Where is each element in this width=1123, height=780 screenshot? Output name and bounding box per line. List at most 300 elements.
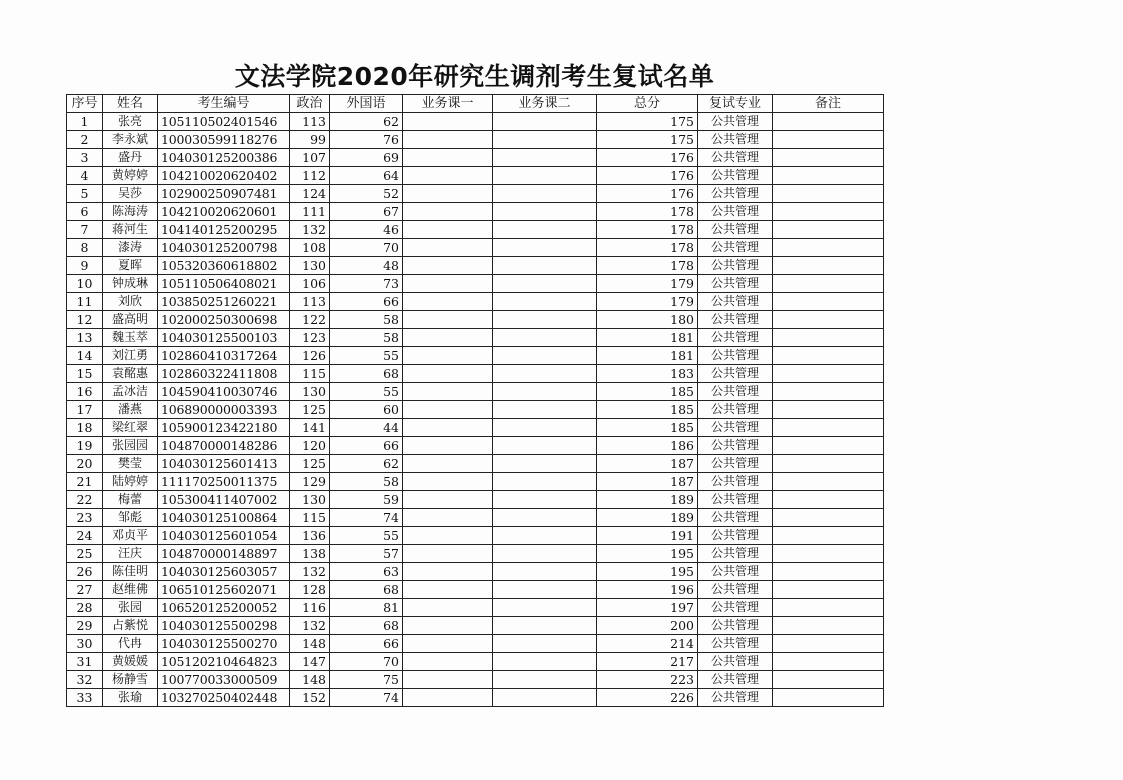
cell-language: 63 (330, 563, 403, 581)
table-row (67, 401, 884, 419)
cell-name: 黄媛媛 (103, 653, 158, 671)
cell-seq: 21 (67, 473, 103, 491)
table-row (67, 347, 884, 365)
cell-course2 (493, 257, 597, 275)
cell-name: 黄婷婷 (103, 167, 158, 185)
cell-language: 48 (330, 257, 403, 275)
cell-total: 176 (597, 167, 698, 185)
cell-politics: 130 (290, 491, 330, 509)
cell-course2 (493, 581, 597, 599)
cell-seq: 31 (67, 653, 103, 671)
cell-politics: 113 (290, 113, 330, 131)
cell-name: 盛丹 (103, 149, 158, 167)
table-row (67, 419, 884, 437)
cell-seq: 17 (67, 401, 103, 419)
cell-seq: 6 (67, 203, 103, 221)
cell-course1 (403, 419, 493, 437)
cell-seq: 32 (67, 671, 103, 689)
cell-major: 公共管理 (698, 527, 773, 545)
cell-politics: 132 (290, 221, 330, 239)
column-header-politics: 政治 (290, 95, 330, 113)
cell-note (773, 671, 884, 689)
cell-total: 185 (597, 383, 698, 401)
cell-language: 55 (330, 383, 403, 401)
cell-note (773, 167, 884, 185)
cell-course2 (493, 599, 597, 617)
cell-course2 (493, 113, 597, 131)
cell-total: 200 (597, 617, 698, 635)
cell-name: 刘江勇 (103, 347, 158, 365)
cell-major: 公共管理 (698, 509, 773, 527)
cell-note (773, 275, 884, 293)
cell-seq: 19 (67, 437, 103, 455)
cell-course1 (403, 617, 493, 635)
cell-note (773, 401, 884, 419)
cell-politics: 99 (290, 131, 330, 149)
column-header-seq: 序号 (67, 95, 103, 113)
cell-course1 (403, 581, 493, 599)
cell-major: 公共管理 (698, 311, 773, 329)
cell-seq: 9 (67, 257, 103, 275)
cell-name: 潘燕 (103, 401, 158, 419)
cell-course1 (403, 131, 493, 149)
cell-major: 公共管理 (698, 581, 773, 599)
cell-language: 70 (330, 239, 403, 257)
cell-course2 (493, 437, 597, 455)
table-row (67, 527, 884, 545)
cell-course2 (493, 455, 597, 473)
table-row (67, 491, 884, 509)
cell-language: 76 (330, 131, 403, 149)
cell-note (773, 293, 884, 311)
cell-candidate-id: 105300411407002 (158, 491, 290, 509)
table-row (67, 563, 884, 581)
cell-course1 (403, 365, 493, 383)
cell-major: 公共管理 (698, 455, 773, 473)
cell-total: 214 (597, 635, 698, 653)
cell-note (773, 491, 884, 509)
cell-note (773, 383, 884, 401)
cell-note (773, 653, 884, 671)
cell-politics: 148 (290, 671, 330, 689)
cell-major: 公共管理 (698, 257, 773, 275)
cell-course1 (403, 239, 493, 257)
cell-note (773, 509, 884, 527)
cell-course1 (403, 113, 493, 131)
cell-course2 (493, 221, 597, 239)
cell-candidate-id: 102000250300698 (158, 311, 290, 329)
cell-major: 公共管理 (698, 185, 773, 203)
cell-politics: 152 (290, 689, 330, 707)
cell-language: 62 (330, 113, 403, 131)
cell-course1 (403, 509, 493, 527)
cell-politics: 115 (290, 365, 330, 383)
cell-seq: 16 (67, 383, 103, 401)
table-row (67, 581, 884, 599)
cell-politics: 148 (290, 635, 330, 653)
cell-course2 (493, 149, 597, 167)
cell-seq: 25 (67, 545, 103, 563)
column-header-language: 外国语 (330, 95, 403, 113)
cell-course2 (493, 311, 597, 329)
cell-candidate-id: 100770033000509 (158, 671, 290, 689)
cell-candidate-id: 111170250011375 (158, 473, 290, 491)
cell-language: 74 (330, 509, 403, 527)
cell-total: 178 (597, 221, 698, 239)
column-header-major: 复试专业 (698, 95, 773, 113)
cell-course1 (403, 293, 493, 311)
cell-seq: 8 (67, 239, 103, 257)
cell-name: 蒋河生 (103, 221, 158, 239)
cell-course1 (403, 563, 493, 581)
table-row (67, 131, 884, 149)
cell-course1 (403, 455, 493, 473)
cell-total: 187 (597, 473, 698, 491)
cell-language: 64 (330, 167, 403, 185)
table-row (67, 545, 884, 563)
cell-candidate-id: 103850251260221 (158, 293, 290, 311)
cell-name: 杨静雪 (103, 671, 158, 689)
cell-candidate-id: 105120210464823 (158, 653, 290, 671)
cell-seq: 24 (67, 527, 103, 545)
cell-major: 公共管理 (698, 131, 773, 149)
cell-candidate-id: 104030125601413 (158, 455, 290, 473)
cell-note (773, 113, 884, 131)
cell-seq: 26 (67, 563, 103, 581)
cell-language: 58 (330, 311, 403, 329)
cell-course2 (493, 185, 597, 203)
cell-course2 (493, 131, 597, 149)
cell-total: 178 (597, 203, 698, 221)
cell-candidate-id: 104030125603057 (158, 563, 290, 581)
cell-language: 52 (330, 185, 403, 203)
page-title: 文法学院2020年研究生调剂考生复试名单 (234, 62, 715, 91)
cell-name: 陈佳明 (103, 563, 158, 581)
column-header-id: 考生编号 (158, 95, 290, 113)
column-header-course2: 业务课二 (493, 95, 597, 113)
cell-language: 62 (330, 455, 403, 473)
cell-politics: 147 (290, 653, 330, 671)
cell-candidate-id: 104210020620601 (158, 203, 290, 221)
cell-course2 (493, 473, 597, 491)
cell-course2 (493, 491, 597, 509)
cell-note (773, 185, 884, 203)
cell-major: 公共管理 (698, 419, 773, 437)
cell-language: 69 (330, 149, 403, 167)
table-row (67, 653, 884, 671)
cell-name: 陈海涛 (103, 203, 158, 221)
table-body (67, 113, 884, 707)
cell-candidate-id: 104030125500298 (158, 617, 290, 635)
cell-politics: 112 (290, 167, 330, 185)
cell-candidate-id: 105110502401546 (158, 113, 290, 131)
cell-politics: 136 (290, 527, 330, 545)
cell-note (773, 635, 884, 653)
cell-politics: 130 (290, 383, 330, 401)
cell-note (773, 257, 884, 275)
table-row (67, 473, 884, 491)
cell-name: 樊莹 (103, 455, 158, 473)
cell-major: 公共管理 (698, 203, 773, 221)
cell-note (773, 221, 884, 239)
cell-total: 195 (597, 563, 698, 581)
table-row (67, 635, 884, 653)
cell-course1 (403, 689, 493, 707)
cell-major: 公共管理 (698, 383, 773, 401)
cell-language: 60 (330, 401, 403, 419)
cell-note (773, 581, 884, 599)
cell-major: 公共管理 (698, 599, 773, 617)
cell-total: 189 (597, 509, 698, 527)
cell-course2 (493, 275, 597, 293)
cell-course1 (403, 347, 493, 365)
cell-seq: 23 (67, 509, 103, 527)
cell-course1 (403, 653, 493, 671)
cell-total: 187 (597, 455, 698, 473)
cell-total: 196 (597, 581, 698, 599)
cell-candidate-id: 102860410317264 (158, 347, 290, 365)
cell-language: 81 (330, 599, 403, 617)
cell-course1 (403, 635, 493, 653)
cell-politics: 128 (290, 581, 330, 599)
cell-candidate-id: 104030125100864 (158, 509, 290, 527)
table-row (67, 275, 884, 293)
table-row (67, 257, 884, 275)
table-row (67, 329, 884, 347)
table-row (67, 689, 884, 707)
cell-major: 公共管理 (698, 491, 773, 509)
cell-seq: 33 (67, 689, 103, 707)
table-row (67, 365, 884, 383)
cell-name: 占紫悦 (103, 617, 158, 635)
cell-name: 陆婷婷 (103, 473, 158, 491)
cell-note (773, 545, 884, 563)
cell-politics: 138 (290, 545, 330, 563)
table-row (67, 617, 884, 635)
cell-name: 孟冰洁 (103, 383, 158, 401)
cell-note (773, 329, 884, 347)
cell-language: 67 (330, 203, 403, 221)
table-header-row (67, 95, 884, 113)
cell-total: 178 (597, 239, 698, 257)
cell-total: 189 (597, 491, 698, 509)
cell-language: 55 (330, 527, 403, 545)
cell-major: 公共管理 (698, 401, 773, 419)
cell-major: 公共管理 (698, 149, 773, 167)
cell-major: 公共管理 (698, 563, 773, 581)
cell-course2 (493, 419, 597, 437)
cell-total: 183 (597, 365, 698, 383)
cell-politics: 106 (290, 275, 330, 293)
cell-candidate-id: 102860322411808 (158, 365, 290, 383)
cell-total: 178 (597, 257, 698, 275)
cell-total: 186 (597, 437, 698, 455)
cell-politics: 141 (290, 419, 330, 437)
cell-major: 公共管理 (698, 545, 773, 563)
table-row (67, 149, 884, 167)
cell-note (773, 563, 884, 581)
cell-politics: 123 (290, 329, 330, 347)
cell-language: 70 (330, 653, 403, 671)
cell-language: 68 (330, 617, 403, 635)
cell-course2 (493, 347, 597, 365)
cell-language: 66 (330, 635, 403, 653)
cell-candidate-id: 104030125500103 (158, 329, 290, 347)
column-header-total: 总分 (597, 95, 698, 113)
cell-note (773, 527, 884, 545)
cell-course1 (403, 473, 493, 491)
cell-total: 175 (597, 131, 698, 149)
cell-course2 (493, 653, 597, 671)
cell-language: 55 (330, 347, 403, 365)
cell-course1 (403, 383, 493, 401)
cell-politics: 115 (290, 509, 330, 527)
cell-course2 (493, 167, 597, 185)
cell-seq: 20 (67, 455, 103, 473)
column-header-course1: 业务课一 (403, 95, 493, 113)
column-header-note: 备注 (773, 95, 884, 113)
cell-note (773, 131, 884, 149)
cell-name: 漆涛 (103, 239, 158, 257)
cell-name: 赵维佛 (103, 581, 158, 599)
cell-course2 (493, 635, 597, 653)
cell-politics: 129 (290, 473, 330, 491)
cell-course1 (403, 401, 493, 419)
cell-major: 公共管理 (698, 365, 773, 383)
cell-course2 (493, 239, 597, 257)
cell-seq: 1 (67, 113, 103, 131)
cell-total: 195 (597, 545, 698, 563)
cell-candidate-id: 105110506408021 (158, 275, 290, 293)
cell-name: 梅蕾 (103, 491, 158, 509)
cell-major: 公共管理 (698, 167, 773, 185)
cell-note (773, 203, 884, 221)
cell-language: 58 (330, 329, 403, 347)
cell-candidate-id: 106520125200052 (158, 599, 290, 617)
cell-course1 (403, 599, 493, 617)
cell-candidate-id: 104030125500270 (158, 635, 290, 653)
cell-name: 盛高明 (103, 311, 158, 329)
cell-course1 (403, 491, 493, 509)
cell-name: 邓贞平 (103, 527, 158, 545)
cell-major: 公共管理 (698, 635, 773, 653)
cell-course1 (403, 329, 493, 347)
cell-language: 57 (330, 545, 403, 563)
cell-note (773, 311, 884, 329)
cell-course2 (493, 383, 597, 401)
cell-course1 (403, 275, 493, 293)
cell-name: 梁红翠 (103, 419, 158, 437)
cell-seq: 30 (67, 635, 103, 653)
cell-seq: 7 (67, 221, 103, 239)
cell-seq: 18 (67, 419, 103, 437)
table-row (67, 383, 884, 401)
cell-candidate-id: 100030599118276 (158, 131, 290, 149)
cell-total: 176 (597, 185, 698, 203)
cell-seq: 14 (67, 347, 103, 365)
cell-major: 公共管理 (698, 275, 773, 293)
cell-major: 公共管理 (698, 293, 773, 311)
column-header-name: 姓名 (103, 95, 158, 113)
cell-language: 73 (330, 275, 403, 293)
cell-major: 公共管理 (698, 239, 773, 257)
table-row (67, 167, 884, 185)
cell-candidate-id: 105320360618802 (158, 257, 290, 275)
cell-total: 197 (597, 599, 698, 617)
table-row (67, 113, 884, 131)
cell-note (773, 689, 884, 707)
cell-course1 (403, 311, 493, 329)
cell-course1 (403, 545, 493, 563)
cell-total: 175 (597, 113, 698, 131)
cell-course1 (403, 257, 493, 275)
cell-politics: 126 (290, 347, 330, 365)
cell-politics: 116 (290, 599, 330, 617)
cell-language: 44 (330, 419, 403, 437)
cell-name: 袁酩惠 (103, 365, 158, 383)
cell-major: 公共管理 (698, 329, 773, 347)
cell-candidate-id: 104210020620402 (158, 167, 290, 185)
table-row (67, 239, 884, 257)
cell-course2 (493, 545, 597, 563)
cell-note (773, 239, 884, 257)
cell-name: 张瑜 (103, 689, 158, 707)
cell-course1 (403, 527, 493, 545)
cell-seq: 3 (67, 149, 103, 167)
cell-course1 (403, 149, 493, 167)
cell-course1 (403, 437, 493, 455)
cell-seq: 10 (67, 275, 103, 293)
cell-politics: 113 (290, 293, 330, 311)
cell-total: 181 (597, 347, 698, 365)
cell-course1 (403, 203, 493, 221)
cell-total: 185 (597, 419, 698, 437)
table-row (67, 311, 884, 329)
cell-candidate-id: 104140125200295 (158, 221, 290, 239)
cell-name: 汪庆 (103, 545, 158, 563)
cell-politics: 124 (290, 185, 330, 203)
cell-language: 66 (330, 437, 403, 455)
cell-politics: 132 (290, 563, 330, 581)
cell-total: 181 (597, 329, 698, 347)
cell-course1 (403, 221, 493, 239)
cell-major: 公共管理 (698, 617, 773, 635)
cell-language: 75 (330, 671, 403, 689)
cell-name: 张园 (103, 599, 158, 617)
cell-name: 魏玉萃 (103, 329, 158, 347)
cell-total: 226 (597, 689, 698, 707)
table-row (67, 455, 884, 473)
cell-candidate-id: 102900250907481 (158, 185, 290, 203)
cell-name: 吴莎 (103, 185, 158, 203)
cell-total: 223 (597, 671, 698, 689)
cell-language: 66 (330, 293, 403, 311)
cell-candidate-id: 103270250402448 (158, 689, 290, 707)
cell-course2 (493, 203, 597, 221)
cell-name: 李永斌 (103, 131, 158, 149)
cell-major: 公共管理 (698, 437, 773, 455)
cell-language: 68 (330, 365, 403, 383)
cell-politics: 130 (290, 257, 330, 275)
cell-course2 (493, 365, 597, 383)
cell-note (773, 473, 884, 491)
cell-total: 191 (597, 527, 698, 545)
cell-course2 (493, 293, 597, 311)
cell-name: 刘欣 (103, 293, 158, 311)
table-row (67, 671, 884, 689)
cell-politics: 125 (290, 455, 330, 473)
cell-seq: 27 (67, 581, 103, 599)
